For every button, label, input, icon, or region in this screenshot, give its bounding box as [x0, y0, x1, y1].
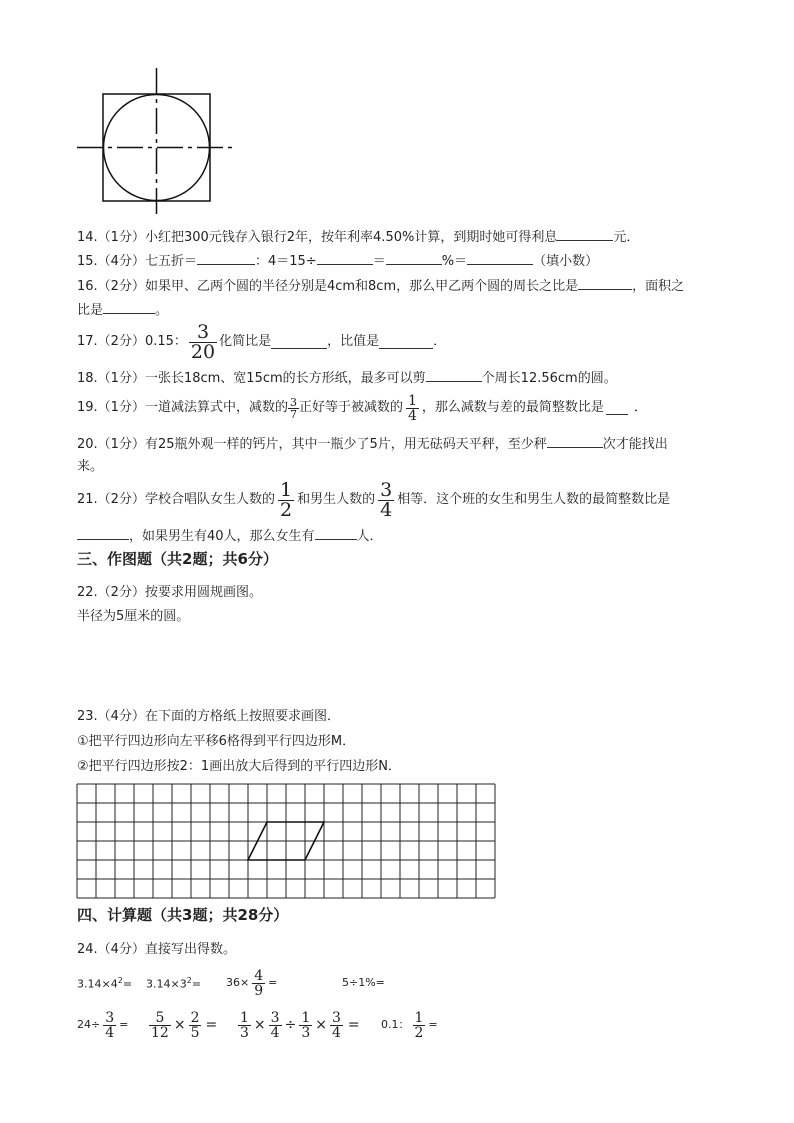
q18-text-b: 个周长12.56cm的圆。: [481, 371, 617, 386]
numerator: 4: [254, 967, 264, 984]
question-24: [77, 942, 236, 958]
q19-f2-numerator: 1: [407, 392, 417, 409]
q16-prefix: 16.（2分）: [77, 279, 145, 294]
denominator: 2: [414, 1024, 424, 1041]
calc-fraction-1: [149, 1011, 171, 1040]
calc-fraction-4: [330, 1011, 343, 1040]
operator: ÷: [284, 1016, 297, 1033]
q19-text-a: 一道减法算式中，减数的: [144, 400, 288, 416]
calc-expr: 3.14×4: [77, 977, 118, 991]
calc-mixed-fractions: [238, 1008, 360, 1042]
q17-text-d: ．: [433, 334, 447, 350]
calc-expr: 0.1：: [381, 1018, 410, 1032]
q19-text-b: 正好等于被减数的: [298, 400, 403, 416]
denominator: 5: [190, 1024, 200, 1041]
q21-f2-numerator: 3: [380, 478, 393, 501]
q17-numerator: 3: [196, 320, 210, 343]
numerator: 1: [301, 1009, 311, 1026]
q19-prefix: 19.（1分）: [77, 400, 145, 416]
q19-text-d: ．: [633, 400, 647, 416]
numerator: 1: [414, 1009, 424, 1026]
q21-line2a: ，如果男生有40人，那么女生有: [129, 529, 315, 544]
denominator: 4: [270, 1024, 280, 1041]
q24-text: 直接写出得数。: [144, 942, 236, 957]
q23-prefix: 23.（4分）: [77, 709, 145, 724]
numerator: 3: [105, 1009, 115, 1026]
q17-text-a: 0.15：: [144, 334, 187, 350]
q23-text: 在下面的方格纸上按照要求画图．: [144, 709, 340, 724]
calc-expr: 24÷: [77, 1018, 101, 1032]
q21-text-c: 相等．这个班的女生和男生人数的最简整数比是: [397, 492, 671, 508]
calc-exponent: 2: [186, 976, 192, 985]
q21-line2b: 人．: [356, 529, 383, 544]
question-23-item-1: ①把平行四边形向左平移6格得到平行四边形M．: [77, 734, 356, 749]
denominator: 9: [254, 982, 264, 999]
q21-text-a: 学校合唱队女生人数的: [144, 492, 275, 508]
calc-3.14x3sq: [146, 976, 201, 991]
q17-text-b: 化简比是: [219, 334, 272, 350]
calc-24div3-4: [77, 1008, 128, 1042]
calc-equals: =: [205, 1016, 218, 1033]
q24-prefix: 24.（4分）: [77, 942, 145, 957]
q15-text-e: （填小数）: [533, 254, 599, 269]
calc-5-12x2-5: [149, 1008, 217, 1042]
q14-text: 小红把300元钱存入银行2年，按年利率4.50%计算，到期时她可得利息: [144, 230, 558, 245]
q15-text-b: ：4＝15÷: [254, 254, 317, 269]
calc-expr: 3.14×3: [146, 977, 187, 991]
calc-fraction-2: [189, 1011, 202, 1040]
q17-prefix: 17.（2分）: [77, 334, 145, 350]
calc-equals: =: [191, 977, 202, 991]
calc-exponent: 2: [117, 976, 123, 985]
calc-expr: 36×: [226, 976, 250, 990]
q14-suffix: 元．: [613, 230, 640, 245]
operator: ×: [315, 1016, 327, 1033]
q21-f1-numerator: 1: [279, 478, 293, 501]
calc-equals: =: [122, 977, 133, 991]
denominator: 4: [105, 1024, 115, 1041]
q21-text-b: 和男生人数的: [297, 492, 376, 508]
numerator: 5: [155, 1009, 165, 1026]
q20-line2: 来。: [77, 459, 104, 474]
q15-text-d: %＝: [441, 254, 468, 269]
q22-prefix: 22.（2分）: [77, 585, 145, 600]
q20-text-a: 有25瓶外观一样的钙片，其中一瓶少了5片，用无砝码天平秤，至少秤: [144, 437, 547, 452]
q18-text-a: 一张长18cm、宽15cm的长方形纸，最多可以剪: [144, 371, 426, 386]
q16-text: 如果甲、乙两个圆的半径分别是4cm和8cm，那么甲乙两个圆的周长之比是: [144, 279, 579, 294]
numerator: 3: [331, 1009, 341, 1026]
q19-text-c: ，那么减数与差的最简整数比是: [421, 400, 604, 416]
calc-fraction: [252, 969, 265, 998]
calc-fraction-2: [269, 1011, 282, 1040]
calc-36x4-9: [226, 966, 277, 1000]
numerator: 1: [240, 1009, 249, 1026]
question-22-line2: 半径为5厘米的圆。: [77, 609, 190, 624]
calc-ratio-0.1-1-2: [381, 1008, 438, 1042]
q16-line2a: 比是: [77, 303, 104, 318]
q16-line2b: 。: [155, 303, 169, 318]
calc-fraction-3: [299, 1011, 312, 1040]
operator: ×: [173, 1016, 186, 1033]
q22-text: 按要求用圆规画图。: [144, 585, 262, 600]
q18-prefix: 18.（1分）: [77, 371, 145, 386]
q20-text-b: 次才能找出: [602, 437, 668, 452]
calc-fraction: [103, 1011, 116, 1040]
section-3-heading: 三、作图题（共2题；共6分）: [77, 550, 278, 568]
q19-f1-numerator: 3: [289, 395, 297, 409]
operator: ×: [253, 1016, 266, 1033]
denominator: 3: [301, 1024, 311, 1041]
calc-3.14x4sq: [77, 976, 132, 991]
section-4-heading: 四、计算题（共3题；共28分）: [77, 906, 289, 924]
q15-prefix: 15.（4分）: [77, 254, 145, 269]
q17-text-c: ，比值是: [327, 334, 380, 350]
numerator: 3: [270, 1009, 280, 1026]
calc-equals: =: [119, 1018, 129, 1032]
denominator: 12: [151, 1024, 169, 1041]
q19-f1-denominator: 7: [289, 407, 297, 421]
calc-equals: =: [268, 976, 278, 990]
q17-denominator: 20: [190, 340, 216, 363]
q20-prefix: 20.（1分）: [77, 437, 145, 452]
calc-equals: =: [347, 1016, 360, 1033]
denominator: 4: [331, 1024, 341, 1041]
q21-f1-denominator: 2: [279, 498, 293, 521]
q21-f2-denominator: 4: [380, 498, 393, 521]
q15-text-a: 七五折＝: [144, 254, 197, 269]
numerator: 2: [190, 1009, 200, 1026]
calc-equals: =: [428, 1018, 438, 1032]
q14-prefix: 14.（1分）: [77, 230, 145, 245]
q15-text-c: ＝: [372, 254, 386, 269]
calc-fraction: [413, 1011, 426, 1040]
question-23-item-2: ②把平行四边形按2：1画出放大后得到的平行四边形N．: [77, 759, 401, 774]
calc-fraction-1: [238, 1011, 251, 1040]
q21-prefix: 21.（2分）: [77, 492, 145, 508]
q16-mid: ，面积之: [632, 279, 685, 294]
calc-5div1pct: 5÷1%=: [342, 976, 385, 989]
q19-f2-denominator: 4: [407, 407, 417, 424]
denominator: 3: [240, 1024, 249, 1041]
